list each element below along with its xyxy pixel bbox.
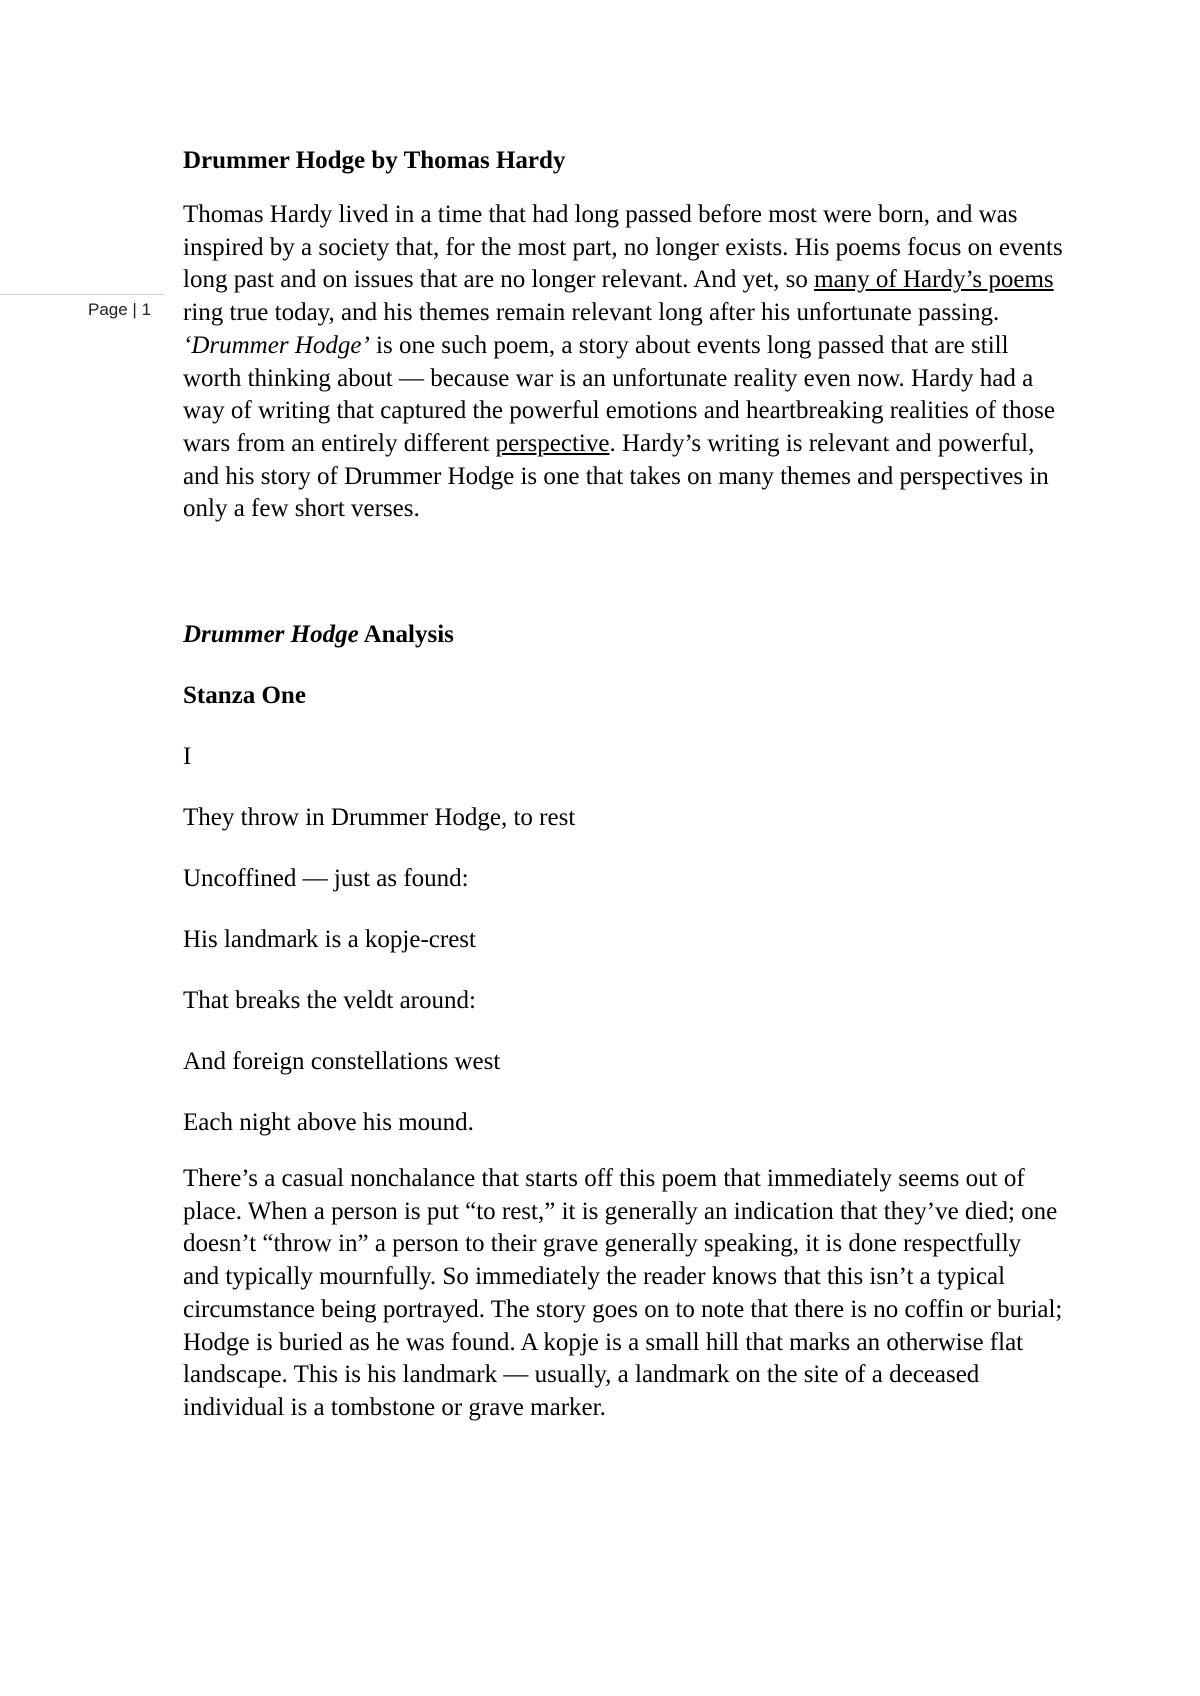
intro-paragraph (183, 199, 1063, 526)
stanza-heading: Stanza One (183, 682, 306, 710)
poem-title-reference: ‘Drummer Hodge’ (183, 331, 370, 359)
analysis-heading-label: Analysis (358, 621, 454, 649)
header-divider (0, 294, 165, 295)
analysis-heading (183, 619, 1063, 651)
verse-line: Uncoffined — just as found: (183, 865, 469, 893)
analysis-heading-poem: Drummer Hodge (183, 621, 359, 649)
document-body (183, 145, 1063, 1425)
verse-line: And foreign constellations west (183, 1048, 501, 1076)
document-title: Drummer Hodge by Thomas Hardy (183, 147, 566, 174)
verse-line: That breaks the veldt around: (183, 987, 476, 1015)
stanza-commentary: There’s a casual nonchalance that starts off this poem that immediately seems out of place. When a person is put “to rest,” it is generally an indication that they’ve died; one doesn’t “throw in” a person to their grave generally speaking, it is done respectfully and typically mournfully. So immediately the reader knows that this isn’t a typical circumstance being portrayed. The story goes on to note that there is no coffin or burial; Hodge is buried as he was found. A kopje is a small hill that marks an otherwise flat landscape. This is his landmark — usually, a landmark on the site of a deceased individual is a tombstone or grave marker. (183, 1165, 1063, 1421)
stanza-number: I (183, 743, 192, 771)
hardy-poems-link[interactable]: many of Hardy’s poems (814, 266, 1054, 294)
intro-text: ring true today, and his themes remain relevant long after his unfortunate passing. (183, 299, 1000, 327)
intro-text: is one such poem, a story about events long passed that are still worth thinking about — because war is an unfortunate reality even now. Hardy had a way of writing that captured the powerful emotions and heartbreaking realities of those wars from an entirely different (183, 331, 1055, 457)
verse-line: Each night above his mound. (183, 1109, 474, 1137)
verse-line: His landmark is a kopje-crest (183, 926, 476, 954)
verse-line: They throw in Drummer Hodge, to rest (183, 804, 576, 832)
intro-text: . Hardy’s writing is relevant and powerful, and his story of Drummer Hodge is one that takes on many themes and perspectives in only a few short verses. (183, 429, 1049, 523)
page-number: Page | 1 (88, 300, 152, 319)
intro-text: Thomas Hardy lived in a time that had long passed before most were born, and was inspired by a society that, for the most part, no longer exists. His poems focus on events long past and on issues that are no longer relevant. And yet, so (183, 201, 1063, 294)
perspective-link[interactable]: perspective (495, 429, 610, 457)
